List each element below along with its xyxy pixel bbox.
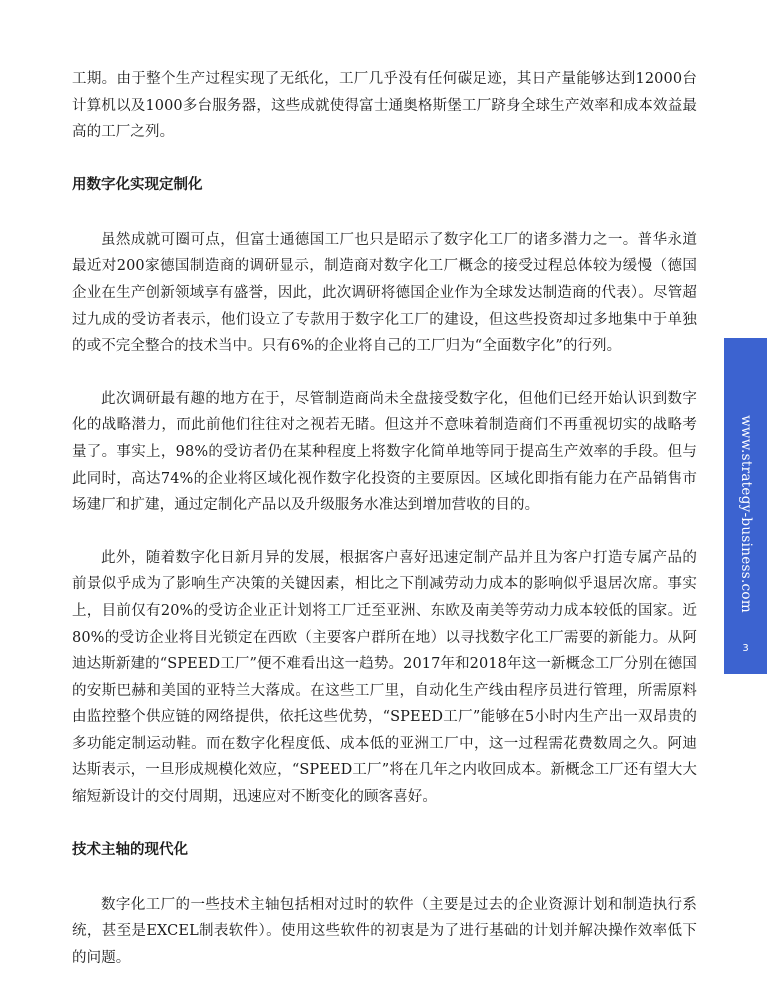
article-body xyxy=(72,66,697,971)
sidebar-url[interactable]: www.strategy-business.com xyxy=(737,415,754,613)
sidebar-tab xyxy=(724,338,767,674)
paragraph-speed-factory: 此外，随着数字化日新月异的发展，根据客户喜好迅速定制产品并且为客户打造专属产品的前景似乎成为了影响生产决策的关键因素，相比之下削减劳动力成本的影响似乎退居次席。事实上，目前仅有20%的受访企业正计划将工厂迁至亚洲、东欧及南美等劳动力成本较低的国家。近80%的受访企业将目光锁定在西欧（主要客户群所在地）以寻找数字化工厂需要的新能力。从阿迪达斯新建的“SPEED工厂”便不难看出这一趋势。2017年和2018年这一新概念工厂分别在德国的安斯巴赫和美国的亚特兰大落成。在这些工厂里，自动化生产线由程序员进行管理，所需原料由监控整个供应链的网络提供，依托这些优势，“SPEED工厂”能够在5小时内生产出一双昂贵的多功能定制运动鞋。而在数字化程度低、成本低的亚洲工厂中，这一过程需花费数周之久。阿迪达斯表示，一旦形成规模化效应，“SPEED工厂”将在几年之内收回成本。新概念工厂还有望大大缩短新设计的交付周期，迅速应对不断变化的顾客喜好。 xyxy=(72,549,697,806)
section-heading-technology-backbone: 技术主轴的现代化 xyxy=(72,841,188,858)
section-heading-customization: 用数字化实现定制化 xyxy=(72,176,203,193)
paragraph-continuation: 工期。由于整个生产过程实现了无纸化，工厂几乎没有任何碳足迹，其日产量能够达到12000台计算机以及1000多台服务器，这些成就使得富士通奥格斯堡工厂跻身全球生产效率和成本效益最高的工厂之列。 xyxy=(72,71,697,141)
paragraph-strategic-potential: 此次调研最有趣的地方在于，尽管制造商尚未全盘接受数字化，但他们已经开始认识到数字化的战略潜力，而此前他们往往对之视若无睹。但这并不意味着制造商们不再重视切实的战略考量了。事实上，98%的受访者仍在某种程度上将数字化简单地等同于提高生产效率的手段。但与此同时，高达74%的企业将区域化视作数字化投资的主要原因。区域化即指有能力在产品销售市场建厂和扩建，通过定制化产品以及升级服务水准达到增加营收的目的。 xyxy=(72,390,697,514)
paragraph-survey: 虽然成就可圈可点，但富士通德国工厂也只是昭示了数字化工厂的诸多潜力之一。普华永道最近对200家德国制造商的调研显示，制造商对数字化工厂概念的接受过程总体较为缓慢（德国企业在生产创新领域享有盛誉，因此，此次调研将德国企业作为全球发达制造商的代表）。尽管超过九成的受访者表示，他们设立了专款用于数字化工厂的建设，但这些投资却过多地集中于单独的或不完全整合的技术当中。只有6%的企业将自己的工厂归为“全面数字化”的行列。 xyxy=(72,231,697,355)
paragraph-legacy-software: 数字化工厂的一些技术主轴包括相对过时的软件（主要是过去的企业资源计划和制造执行系统，甚至是EXCEL制表软件）。使用这些软件的初衷是为了进行基础的计划并解决操作效率低下的问题。 xyxy=(72,896,697,966)
page-number: 3 xyxy=(742,643,749,654)
